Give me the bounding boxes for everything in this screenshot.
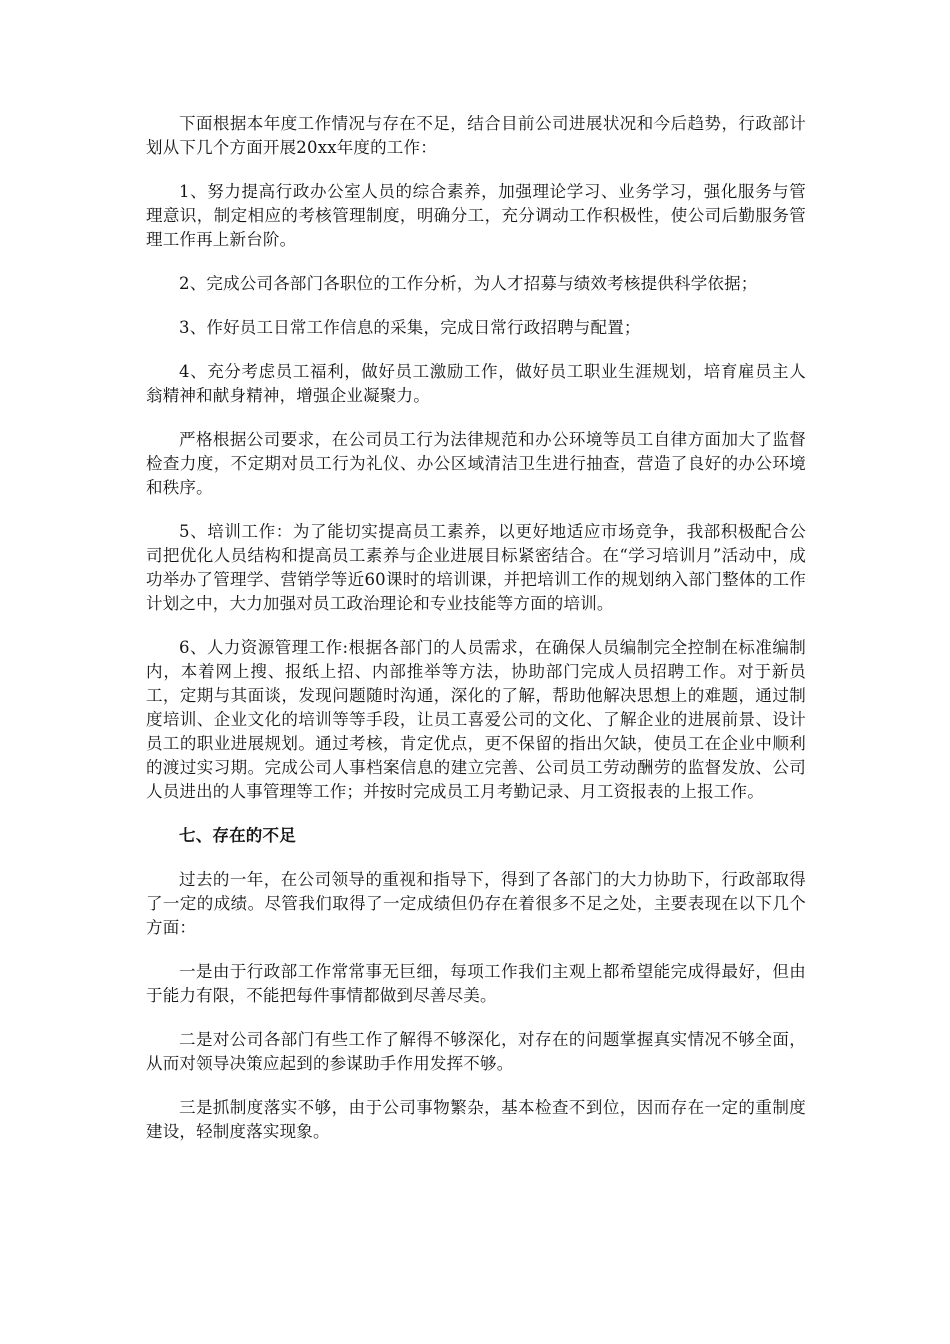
section-heading-shortcomings: 七、存在的不足 bbox=[179, 826, 296, 845]
plan-item-1: 1、努力提高行政办公室人员的综合素养，加强理论学习、业务学习，强化服务与管理意识，制定相应的考核管理制度，明确分工，充分调动工作积极性，使公司后勤服务管理工作再上新台阶。 bbox=[146, 182, 806, 249]
shortcoming-3: 三是抓制度落实不够，由于公司事物繁杂，基本检查不到位，因而存在一定的重制度建设，轻制度落实现象。 bbox=[146, 1098, 806, 1141]
shortcomings-intro: 过去的一年，在公司领导的重视和指导下，得到了各部门的大力协助下，行政部取得了一定的成绩。尽管我们取得了一定成绩但仍存在着很多不足之处，主要表现在以下几个方面： bbox=[146, 870, 806, 937]
plan-item-4: 4、充分考虑员工福利，做好员工激励工作，做好员工职业生涯规划，培育雇员主人翁精神和献身精神，增强企业凝聚力。 bbox=[146, 362, 806, 405]
hr-management-paragraph: 6、人力资源管理工作:根据各部门的人员需求，在确保人员编制完全控制在标准编制内，本着网上搜、报纸上招、内部推举等方法，协助部门完成人员招聘工作。对于新员工，定期与其面谈，发现问题随时沟通，深化的了解，帮助他解决思想上的难题，通过制度培训、企业文化的培训等等手段，让员工喜爱公司的文化、了解企业的进展前景、设计员工的职业进展规划。通过考核，肯定优点，更不保留的指出欠缺，使员工在企业中顺利的渡过实习期。完成公司人事档案信息的建立完善、公司员工劳动酬劳的监督发放、公司人员进出的人事管理等工作；并按时完成员工月考勤记录、月工资报表的上报工作。 bbox=[146, 638, 806, 801]
document-body bbox=[146, 112, 806, 1164]
training-paragraph: 5、培训工作：为了能切实提高员工素养，以更好地适应市场竞争，我部积极配合公司把优化人员结构和提高员工素养与企业进展目标紧密结合。在“学习培训月”活动中，成功举办了管理学、营销学等近60课时的培训课，并把培训工作的规划纳入部门整体的工作计划之中，大力加强对员工政治理论和专业技能等方面的培训。 bbox=[146, 522, 806, 613]
shortcoming-2: 二是对公司各部门有些工作了解得不够深化，对存在的问题掌握真实情况不够全面，从而对领导决策应起到的参谋助手作用发挥不够。 bbox=[146, 1030, 806, 1073]
shortcoming-1: 一是由于行政部工作常常事无巨细，每项工作我们主观上都希望能完成得最好，但由于能力有限，不能把每件事情都做到尽善尽美。 bbox=[146, 962, 806, 1005]
intro-paragraph: 下面根据本年度工作情况与存在不足，结合目前公司进展状况和今后趋势，行政部计划从下几个方面开展20xx年度的工作： bbox=[146, 114, 806, 157]
plan-item-3: 3、作好员工日常工作信息的采集，完成日常行政招聘与配置； bbox=[179, 318, 641, 337]
plan-item-2: 2、完成公司各部门各职位的工作分析，为人才招募与绩效考核提供科学依据； bbox=[179, 274, 758, 293]
discipline-paragraph: 严格根据公司要求，在公司员工行为法律规范和办公环境等员工自律方面加大了监督检查力度，不定期对员工行为礼仪、办公区域清洁卫生进行抽查，营造了良好的办公环境和秩序。 bbox=[146, 430, 806, 497]
